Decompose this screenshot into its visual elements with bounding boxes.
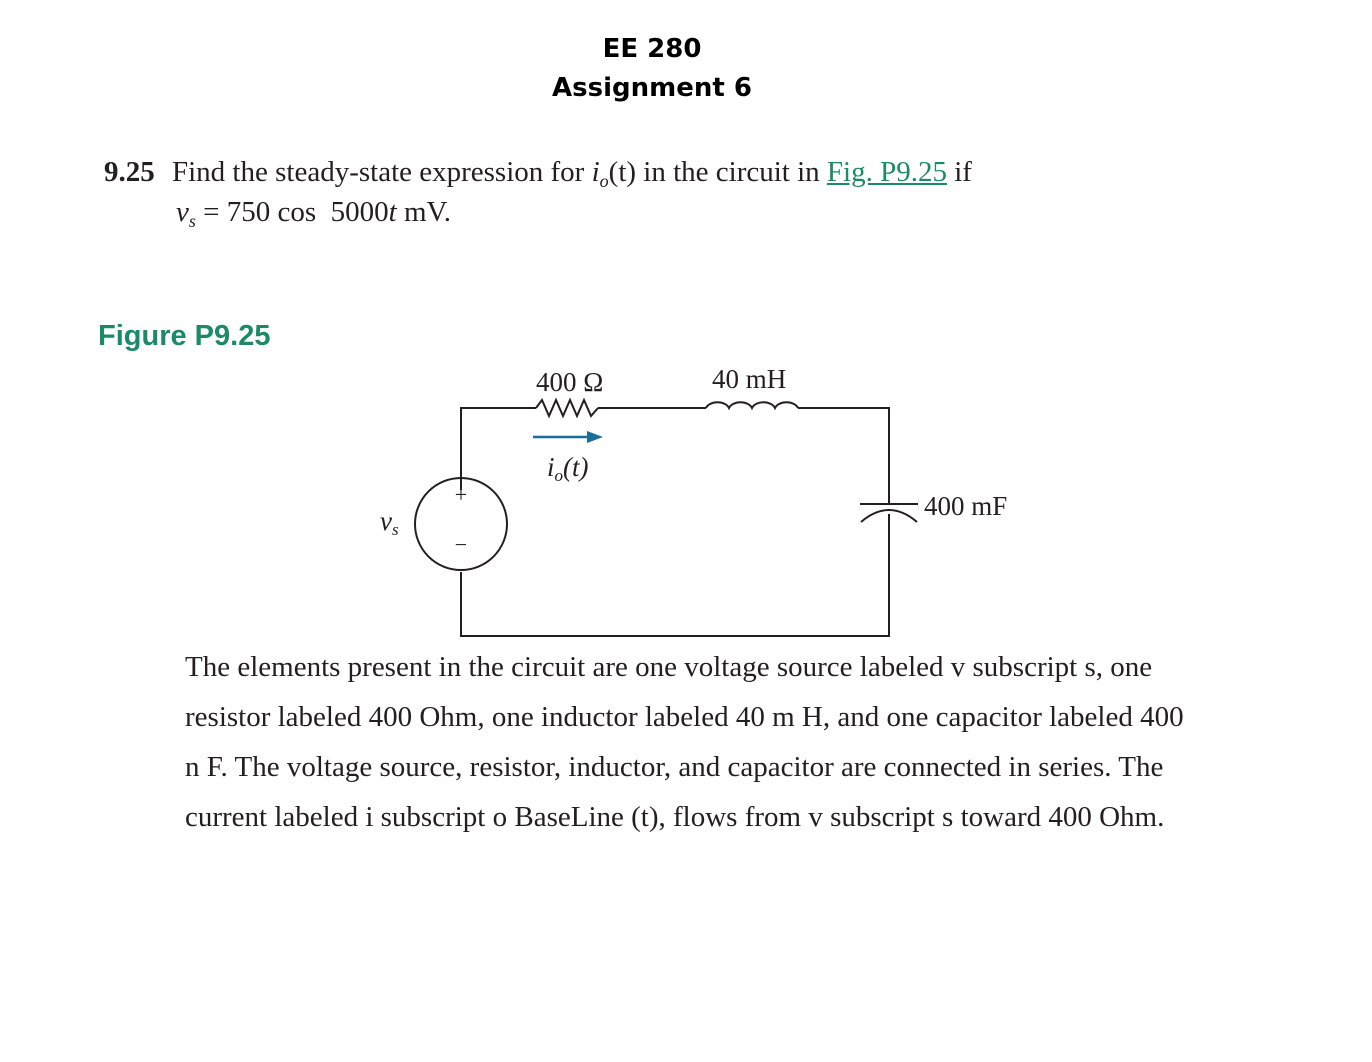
wire-inductor-capacitor (798, 408, 889, 504)
resistor-label: 400 Ω (536, 367, 604, 397)
circuit-wires (415, 400, 918, 636)
equation-rest: = 750 cos 5000 (195, 196, 389, 228)
equation-unit: mV. (396, 196, 451, 228)
inductor-symbol (706, 402, 798, 408)
problem-number: 9.25 (104, 156, 155, 188)
resistor-symbol (536, 400, 598, 416)
current-arrow (533, 431, 603, 443)
current-label: io(t) (547, 452, 589, 485)
wire-left-top (461, 408, 536, 490)
assignment-title: Assignment 6 (552, 73, 752, 103)
figure-title: Figure P9.25 (98, 320, 271, 352)
circuit-description: The elements present in the circuit are one voltage source labeled v subscript s, one resistor labeled 400 Ohm, one inductor labeled 40 m H, and one capacitor labeled 400 n F. The voltage source, resistor, inductor, and capacitor are connected in series. The current labeled i subscript o BaseLine (t), flows from v subscript s toward 400 Ohm. (185, 651, 1184, 833)
current-argument: (t) (608, 156, 637, 188)
current-variable: $i_o$ (591, 156, 609, 191)
source-plus: + (454, 482, 468, 507)
problem-text-before: Find the steady-state expression for (172, 156, 585, 188)
problem-text-middle: in the circuit in (643, 156, 820, 188)
equation-t: t (388, 196, 397, 228)
course-title: EE 280 (602, 34, 702, 64)
wire-capacitor-bottom (461, 514, 889, 636)
inductor-label: 40 mH (712, 364, 787, 394)
figure-link[interactable]: Fig. P9.25 (826, 156, 947, 188)
problem-text-after: if (954, 156, 972, 188)
capacitor-label: 400 mF (924, 491, 1008, 521)
source-variable: $v_s$ (176, 196, 196, 231)
source-label: vs (380, 506, 399, 539)
source-minus: − (454, 532, 468, 557)
